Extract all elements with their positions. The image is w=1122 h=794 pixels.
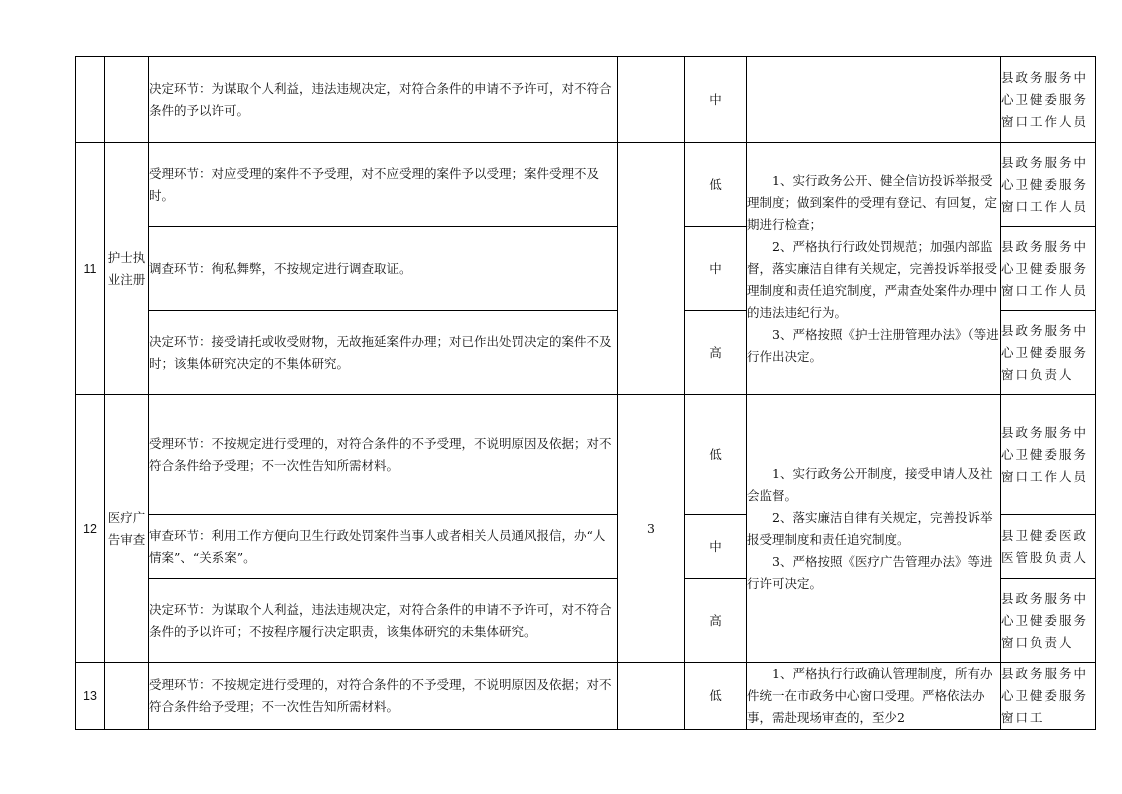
row-number [76,57,105,143]
risk-count: 3 [618,395,685,663]
responsible-dept: 县政务服务中心卫健委服务窗口负责人 [1001,311,1096,395]
risk-level: 中 [685,57,747,143]
responsible-dept: 县政务服务中心卫健委服务窗口工作人员 [1001,143,1096,227]
item-name [105,663,149,730]
measure-item: 3、严格按照《护士注册管理办法》（等进行作出决定。 [747,326,999,364]
prevention-measures [747,395,1001,663]
risk-level: 中 [685,227,747,311]
risk-level: 低 [685,143,747,227]
table-row [76,663,1096,730]
prevention-measures [747,57,1001,143]
risk-count [618,57,685,143]
responsible-dept: 县政务服务中心卫健委服务窗口工作人员 [1001,395,1096,515]
item-name: 护士执业注册 [105,143,149,395]
responsible-dept: 县政务服务中心卫健委服务窗口工作人员 [1001,227,1096,311]
measure-item: 2、落实廉洁自律有关规定，完善投诉举报受理制度和责任追究制度。 [747,509,993,547]
risk-description: 调查环节：徇私舞弊，不按规定进行调查取证。 [149,227,618,311]
risk-level: 高 [685,311,747,395]
measure-item: 1、实行政务公开、健全信访投诉举报受理制度；做到案件的受理有登记、有回复，定期进行检查； [747,172,998,232]
risk-table [75,56,1096,730]
risk-description: 受理环节：不按规定进行受理的，对符合条件的不予受理，不说明原因及依据；对不符合条件给予受理；不一次性告知所需材料。 [149,663,618,730]
measure-item: 3、严格按照《医疗广告管理办法》等进行许可决定。 [747,553,993,591]
responsible-dept: 县政务服务中心卫健委服务窗口负责人 [1001,579,1096,663]
risk-count [618,143,685,395]
risk-level: 中 [685,515,747,579]
risk-level: 高 [685,579,747,663]
responsible-dept: 县卫健委医政医管股负责人 [1001,515,1096,579]
responsible-dept: 县政务服务中心卫健委服务窗口工作人员 [1001,57,1096,143]
risk-description: 受理环节：对应受理的案件不予受理，对不应受理的案件予以受理；案件受理不及时。 [149,143,618,227]
prevention-measures [747,663,1001,730]
measure-item: 1、严格执行行政确认管理制度，所有办件统一在市政务中心窗口受理。严格依法办事，需赴现场审查的，至少2 [747,666,993,725]
row-number: 11 [76,143,105,395]
risk-description: 受理环节：不按规定进行受理的，对符合条件的不予受理，不说明原因及依据；对不符合条件给予受理；不一次性告知所需材料。 [149,395,618,515]
table-row [76,57,1096,143]
measure-item: 2、严格执行行政处罚规范；加强内部监督，落实廉洁自律有关规定，完善投诉举报受理制度和责任追究制度，严肃查处案件办理中的违法违纪行为。 [747,238,998,320]
table-row [76,395,1096,515]
risk-description: 决定环节：为谋取个人利益，违法违规决定，对符合条件的申请不予许可，对不符合条件的予以许可；不按程序履行决定职责，该集体研究的未集体研究。 [149,579,618,663]
prevention-measures [747,143,1001,395]
row-number: 12 [76,395,105,663]
risk-level: 低 [685,663,747,730]
item-name: 医疗广告审查 [105,395,149,663]
risk-level: 低 [685,395,747,515]
risk-description: 审查环节：利用工作方便向卫生行政处罚案件当事人或者相关人员通风报信，办“人情案”、“关系案”。 [149,515,618,579]
responsible-dept: 县政务服务中心卫健委服务窗口工 [1001,663,1096,730]
table-row [76,143,1096,227]
item-name [105,57,149,143]
risk-count [618,663,685,730]
risk-description: 决定环节：接受请托或收受财物，无故拖延案件办理；对已作出处罚决定的案件不及时；该集体研究决定的不集体研究。 [149,311,618,395]
row-number: 13 [76,663,105,730]
measure-item: 1、实行政务公开制度，接受申请人及社会监督。 [747,465,993,503]
risk-description: 决定环节：为谋取个人利益，违法违规决定，对符合条件的申请不予许可，对不符合条件的予以许可。 [149,57,618,143]
